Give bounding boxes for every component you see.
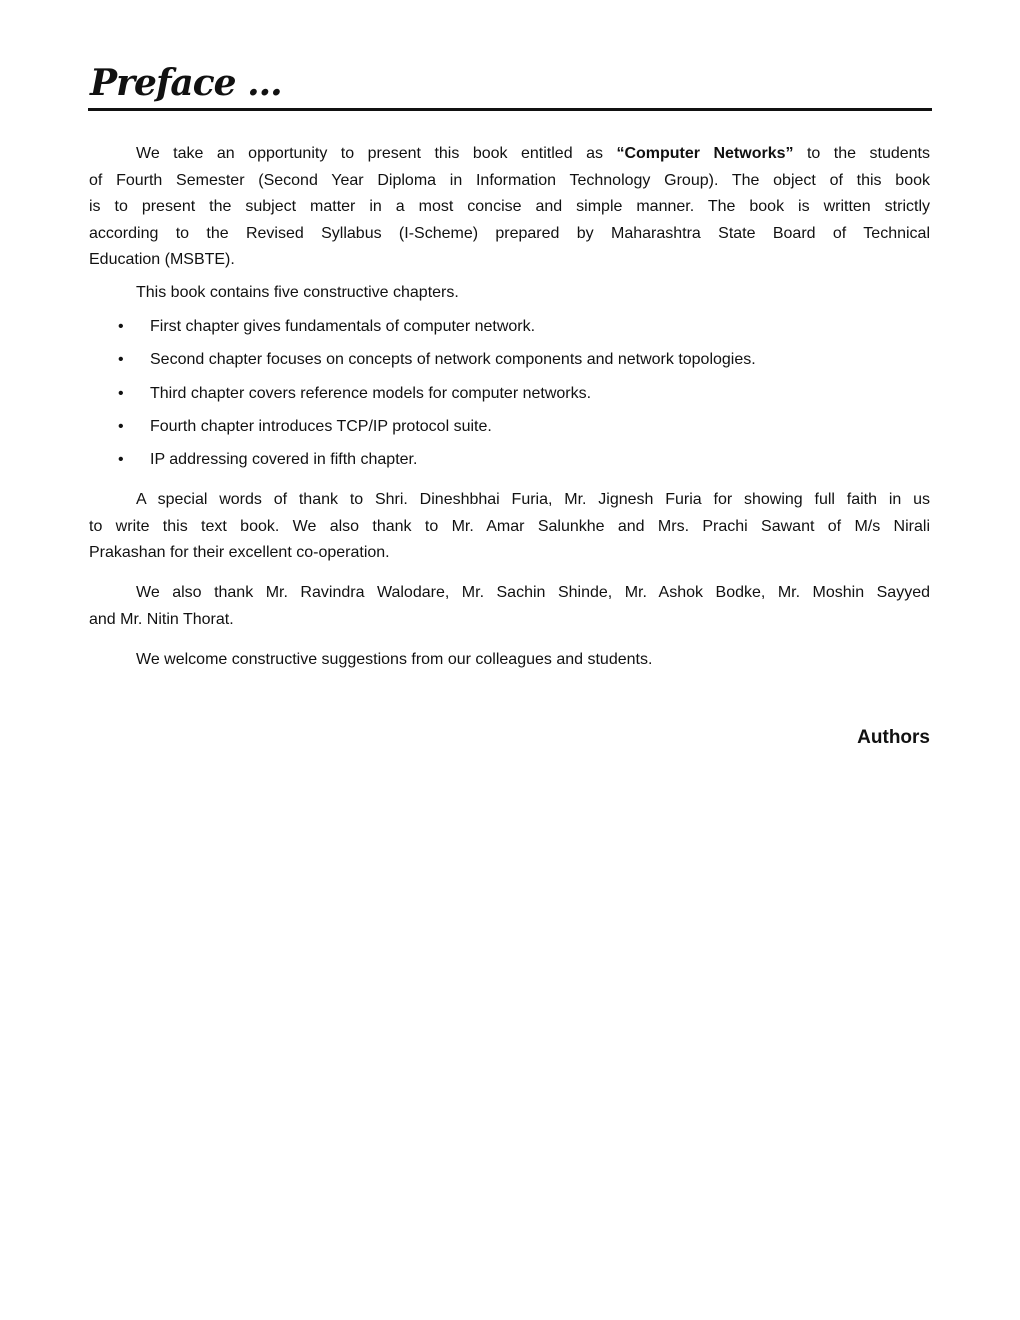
- book-title: “Computer Networks”: [616, 145, 794, 162]
- closing-paragraph: [89, 647, 930, 674]
- paragraph-line: and Mr. Nitin Thorat.: [89, 610, 234, 628]
- acknowledgement-paragraph: [89, 487, 930, 567]
- authors-signature: Authors: [857, 727, 930, 748]
- list-item: [118, 347, 756, 380]
- paragraph-line: A special words of thank to Shri. Dineshbhai Furia, Mr. Jignesh Furia for showing full faith in us: [136, 491, 930, 508]
- list-item: [118, 381, 756, 414]
- paragraph-line: This book contains five constructive chapters.: [136, 284, 459, 301]
- list-item: [118, 314, 756, 347]
- bullet-icon: •: [118, 384, 124, 402]
- intro-paragraph: [89, 141, 930, 274]
- paragraph-line: of Fourth Semester (Second Year Diploma in Information Technology Group). The object of this book: [89, 171, 930, 189]
- list-item-text: Third chapter covers reference models for computer networks.: [150, 384, 592, 402]
- title-underline: [88, 108, 932, 111]
- paragraph-line: Prakashan for their excellent co-operation.: [89, 544, 390, 561]
- paragraph-line: to write this text book. We also thank to Mr. Amar Salunkhe and Mrs. Prachi Sawant of M/s Nirali: [89, 517, 930, 535]
- paragraph-line: We also thank Mr. Ravindra Walodare, Mr. Sachin Shinde, Mr. Ashok Bodke, Mr. Moshin Sayyed: [136, 584, 930, 601]
- chapters-intro: [89, 280, 930, 307]
- paragraph-line: Education (MSBTE).: [89, 251, 235, 268]
- list-item-text: IP addressing covered in fifth chapter.: [150, 451, 418, 469]
- list-item: [118, 414, 756, 447]
- bullet-icon: •: [118, 351, 124, 369]
- text: We take an opportunity to present this book entitled as: [136, 145, 617, 162]
- bullet-icon: •: [118, 451, 124, 469]
- text: to the students: [793, 145, 931, 162]
- bullet-icon: •: [118, 417, 124, 435]
- page-title: Preface ...: [90, 62, 282, 104]
- paragraph-line: is to present the subject matter in a most concise and simple manner. The book is written strictly: [89, 198, 930, 215]
- paragraph-line: according to the Revised Syllabus (I-Scheme) prepared by Maharashtra State Board of Technical: [89, 224, 930, 242]
- thanks-paragraph: [89, 580, 930, 633]
- bullet-icon: •: [118, 318, 124, 335]
- list-item: [118, 447, 756, 480]
- list-item-text: First chapter gives fundamentals of computer network.: [150, 318, 536, 335]
- chapter-list: [118, 314, 756, 480]
- paragraph-line: We welcome constructive suggestions from our colleagues and students.: [136, 651, 653, 668]
- paragraph-line: [89, 141, 930, 168]
- list-item-text: Fourth chapter introduces TCP/IP protocol suite.: [150, 417, 492, 435]
- list-item-text: Second chapter focuses on concepts of network components and network topologies.: [150, 351, 756, 369]
